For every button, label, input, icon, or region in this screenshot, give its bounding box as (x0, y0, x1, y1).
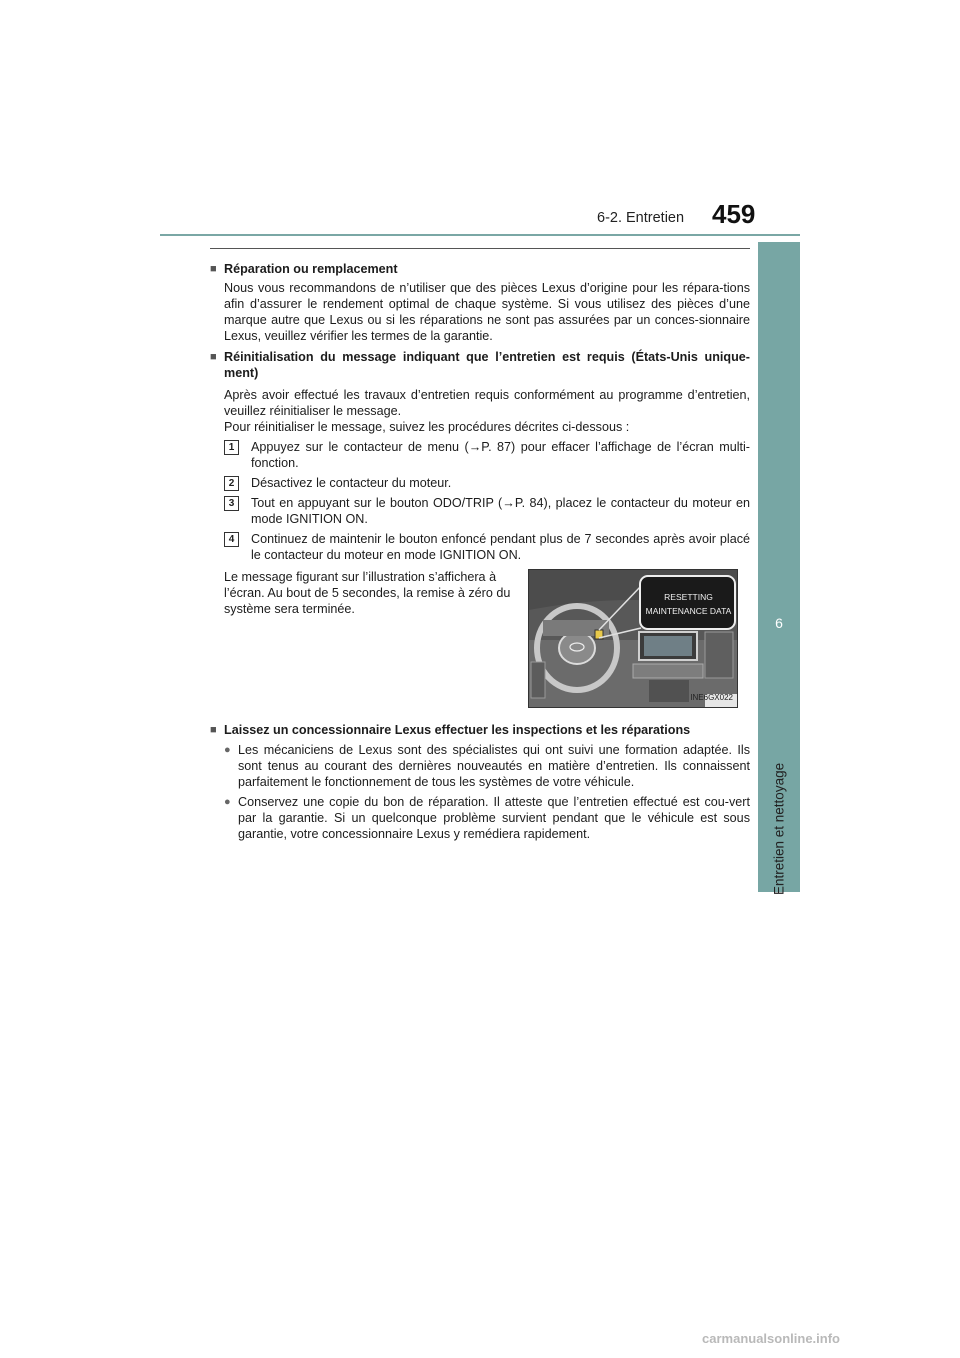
watermark: carmanualsonline.info (702, 1331, 840, 1346)
step-item: 2 Désactivez le contacteur du moteur. (224, 475, 750, 491)
page-number: 459 (712, 199, 756, 229)
section-heading: ■ Réinitialisation du message indiquant que l’entretien est requis (États-Unis unique-ment) (210, 350, 750, 380)
circle-bullet-icon: ● (224, 744, 231, 756)
list-item: ● Conservez une copie du bon de réparation. Il atteste que l’entretien effectué est cou-vert par la garantie. Si un quelconque problème survient pendant que le véhicule est sous garantie, votre concessionnaire Lexus y remédiera rapidement. (224, 795, 750, 841)
figure-row (224, 569, 750, 708)
dashboard-illustration (528, 569, 738, 708)
step-item: 3 Tout en appuyant sur le bouton ODO/TRIP (→P. 84), placez le contacteur du moteur en mode IGNITION ON. (224, 495, 750, 527)
square-bullet-icon: ■ (210, 351, 217, 363)
section-heading: ■ Réparation ou remplacement (210, 262, 398, 276)
content-rule (210, 248, 750, 249)
paragraph: Après avoir effectué les travaux d’entretien requis conformément au programme d’entretien, veuillez réinitialiser le message. Pour réinitialiser le message, suivez les procédures décrites ci-dessous : (224, 388, 750, 434)
step-item: 1 Appuyez sur le contacteur de menu (→P. 87) pour effacer l’affichage de l’écran multi-fonction. (224, 439, 750, 471)
step-item: 4 Continuez de maintenir le bouton enfoncé pendant plus de 7 secondes après avoir placé le contacteur du moteur en mode IGNITION ON. (224, 531, 750, 563)
chapter-label: Entretien et nettoyage (771, 762, 787, 895)
square-bullet-icon: ■ (210, 263, 217, 275)
chapter-number: 6 (775, 615, 783, 631)
list-item: ● Les mécaniciens de Lexus sont des spécialistes qui ont suivi une formation adaptée. Ils sont tenus au courant des dernières nouveautés en matière d’entretien. Ils connaissent parfaitement le fonctionnement de tous les systèmes de votre véhicule. (224, 743, 750, 789)
figure-code: INE6GX022 (690, 693, 733, 702)
circle-bullet-icon: ● (224, 796, 231, 808)
page-content (210, 258, 750, 842)
paragraph: Nous vous recommandons de n’utiliser que des pièces Lexus d’origine pour les répara-tions afin d’assurer le rendement optimal de chaque système. Si vous utilisez des pièces d’une marque autre que Lexus ou si les réparations ne sont pas assurées par un conces-sionnaire Lexus, veuillez vérifier les termes de la garantie. (224, 281, 750, 343)
section-heading: ■ Laissez un concessionnaire Lexus effectuer les inspections et les réparations (210, 723, 691, 737)
step-number: 3 (224, 496, 239, 511)
square-bullet-icon: ■ (210, 724, 217, 736)
display-message: RESETTING MAINTENANCE DATA (645, 592, 732, 616)
section-title: 6-2. Entretien (597, 210, 685, 226)
step-number: 4 (224, 532, 239, 547)
step-number: 2 (224, 476, 239, 491)
header-rule (160, 234, 800, 236)
figure-note: Le message figurant sur l’illustration s’affichera à l’écran. Au bout de 5 secondes, la remise à zéro du système sera terminée. (224, 570, 511, 616)
step-number: 1 (224, 440, 239, 455)
